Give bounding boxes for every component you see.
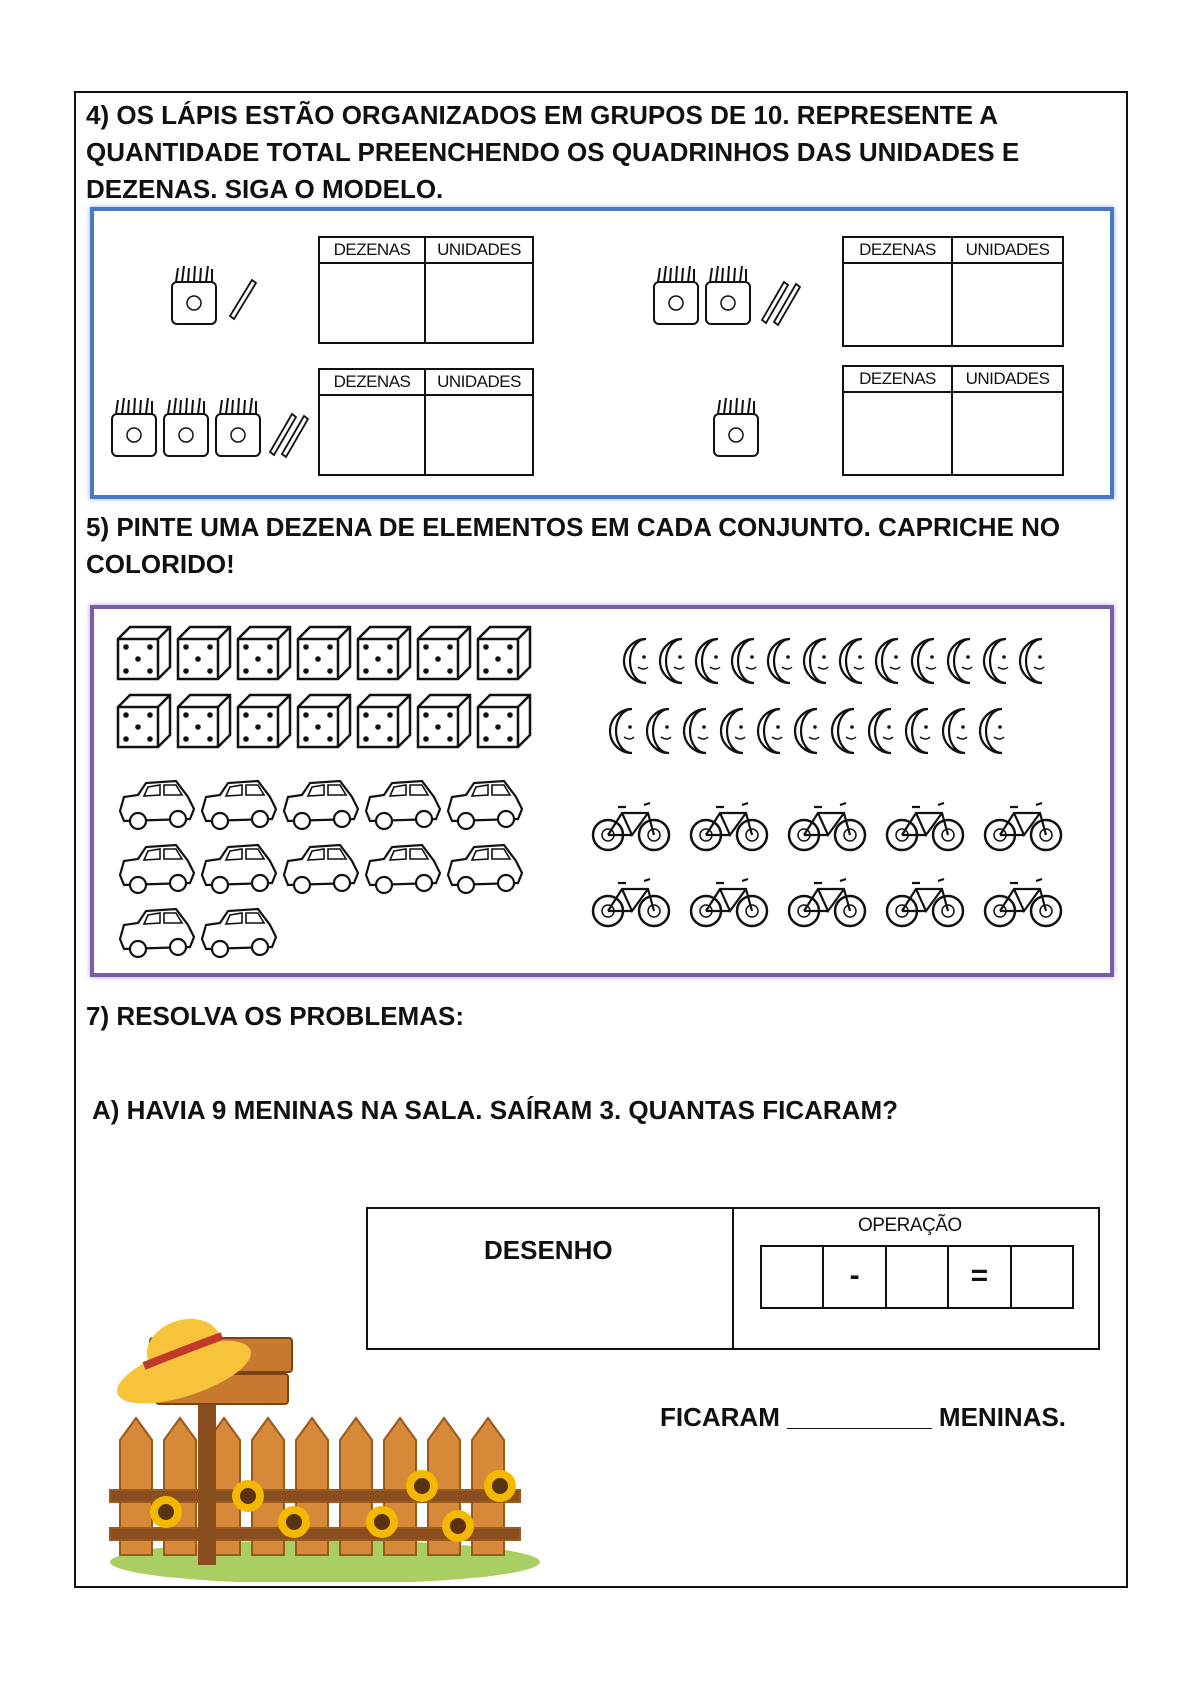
farm-fence-illustration [100, 1290, 550, 1582]
operand-1-box[interactable] [762, 1247, 824, 1307]
moon-icon [906, 709, 930, 753]
moon-icon [696, 639, 720, 683]
car-icon [284, 781, 358, 829]
bicycle-icon [887, 879, 963, 926]
unidades-cell[interactable] [426, 264, 532, 342]
dezenas-header: DEZENAS [320, 238, 426, 264]
moon-icon [795, 709, 819, 753]
moon-icon [804, 639, 828, 683]
moon-icon [684, 709, 708, 753]
moon-icon [721, 709, 745, 753]
moon-icon [980, 709, 1004, 753]
unidades-header: UNIDADES [426, 238, 532, 264]
moon-icon [1020, 639, 1044, 683]
moon-icon [869, 709, 893, 753]
moon-icon [610, 709, 634, 753]
car-icon [202, 845, 276, 893]
die-icon [178, 627, 230, 679]
die-icon [358, 695, 410, 747]
car-icon [120, 781, 194, 829]
car-icon [284, 845, 358, 893]
die-icon [118, 695, 170, 747]
die-icon [418, 695, 470, 747]
die-icon [238, 695, 290, 747]
equals-sign: = [949, 1247, 1011, 1307]
answer-line[interactable]: FICARAM __________ MENINAS. [660, 1402, 1067, 1432]
pencil-icon [230, 280, 256, 319]
result-box[interactable] [1012, 1247, 1072, 1307]
moon-icon [624, 639, 648, 683]
car-icon [202, 781, 276, 829]
pencil-cup-group-4 [710, 398, 766, 460]
unidades-header: UNIDADES [953, 238, 1062, 264]
pencil-cup-icon [714, 398, 758, 456]
pencil-cup-icon [216, 398, 260, 456]
pencil-cup-icon [706, 266, 750, 324]
moon-icon [832, 709, 856, 753]
question-5-text: 5) PINTE UMA DEZENA DE ELEMENTOS EM CADA CONJUNTO. CAPRICHE NO COLORIDO! [86, 512, 1061, 579]
die-icon [358, 627, 410, 679]
moon-icon [943, 709, 967, 753]
drawing-label: DESENHO [484, 1235, 613, 1265]
bicycle-icon [691, 879, 767, 926]
pencil-cup-group-2 [650, 266, 820, 328]
moon-icon [647, 709, 671, 753]
dezenas-cell[interactable] [844, 393, 953, 474]
pencil-cup-icon [172, 266, 216, 324]
bicycle-icon [593, 803, 669, 850]
pencil-cup-icon [164, 398, 208, 456]
operation-label: OPERAÇÃO [858, 1215, 962, 1236]
car-icon [448, 845, 522, 893]
question-4-text: 4) OS LÁPIS ESTÃO ORGANIZADOS EM GRUPOS DE 10. REPRESENTE A QUANTIDADE TOTAL PREENCHENDO OS QUADRINHOS DAS UNIDADES E DEZENAS. SIGA O MODELO. [86, 100, 1020, 204]
place-value-table-4[interactable] [842, 365, 1064, 476]
unidades-cell[interactable] [953, 264, 1062, 345]
die-icon [178, 695, 230, 747]
car-icon [448, 781, 522, 829]
element-sets [90, 605, 1114, 977]
moon-icon [758, 709, 782, 753]
unidades-cell[interactable] [953, 393, 1062, 474]
car-icon [366, 845, 440, 893]
bicycle-icon [593, 879, 669, 926]
car-icon [202, 909, 276, 957]
pencil-icon [270, 414, 308, 457]
moon-icon [876, 639, 900, 683]
die-icon [238, 627, 290, 679]
problem-a-text: A) HAVIA 9 MENINAS NA SALA. SAÍRAM 3. QUANTAS FICARAM? [92, 1095, 898, 1125]
bicycle-icon [887, 803, 963, 850]
die-icon [478, 695, 530, 747]
unidades-header: UNIDADES [953, 367, 1062, 393]
minus-sign: - [824, 1247, 886, 1307]
moon-icon [660, 639, 684, 683]
moon-icon [732, 639, 756, 683]
moon-icon [912, 639, 936, 683]
die-icon [418, 627, 470, 679]
bicycle-icon [789, 803, 865, 850]
car-icon [120, 845, 194, 893]
dezenas-header: DEZENAS [844, 238, 953, 264]
bicycle-icon [985, 803, 1061, 850]
moon-icon [768, 639, 792, 683]
pencil-cup-icon [112, 398, 156, 456]
pencil-cup-group-1 [168, 266, 260, 328]
bicycle-icon [985, 879, 1061, 926]
moon-icon [840, 639, 864, 683]
operand-2-box[interactable] [887, 1247, 949, 1307]
pencil-cup-group-3 [108, 398, 318, 460]
car-icon [366, 781, 440, 829]
dezenas-header: DEZENAS [320, 370, 426, 396]
die-icon [478, 627, 530, 679]
question-7-text: 7) RESOLVA OS PROBLEMAS: [86, 1001, 464, 1031]
unidades-cell[interactable] [426, 396, 532, 474]
bicycle-icon [789, 879, 865, 926]
place-value-table-2[interactable] [842, 236, 1064, 347]
place-value-table-3[interactable] [318, 368, 534, 476]
work-table-divider [732, 1209, 734, 1348]
dezenas-cell[interactable] [320, 264, 426, 342]
pencil-icon [762, 282, 800, 325]
die-icon [118, 627, 170, 679]
car-icon [120, 909, 194, 957]
dezenas-header: DEZENAS [844, 367, 953, 393]
unidades-header: UNIDADES [426, 370, 532, 396]
dezenas-cell[interactable] [320, 396, 426, 474]
moon-icon [948, 639, 972, 683]
die-icon [298, 695, 350, 747]
die-icon [298, 627, 350, 679]
pencil-cup-icon [654, 266, 698, 324]
dezenas-cell[interactable] [844, 264, 953, 345]
moon-icon [984, 639, 1008, 683]
bicycle-icon [691, 803, 767, 850]
place-value-table-1[interactable] [318, 236, 534, 344]
operation-boxes [760, 1245, 1074, 1309]
